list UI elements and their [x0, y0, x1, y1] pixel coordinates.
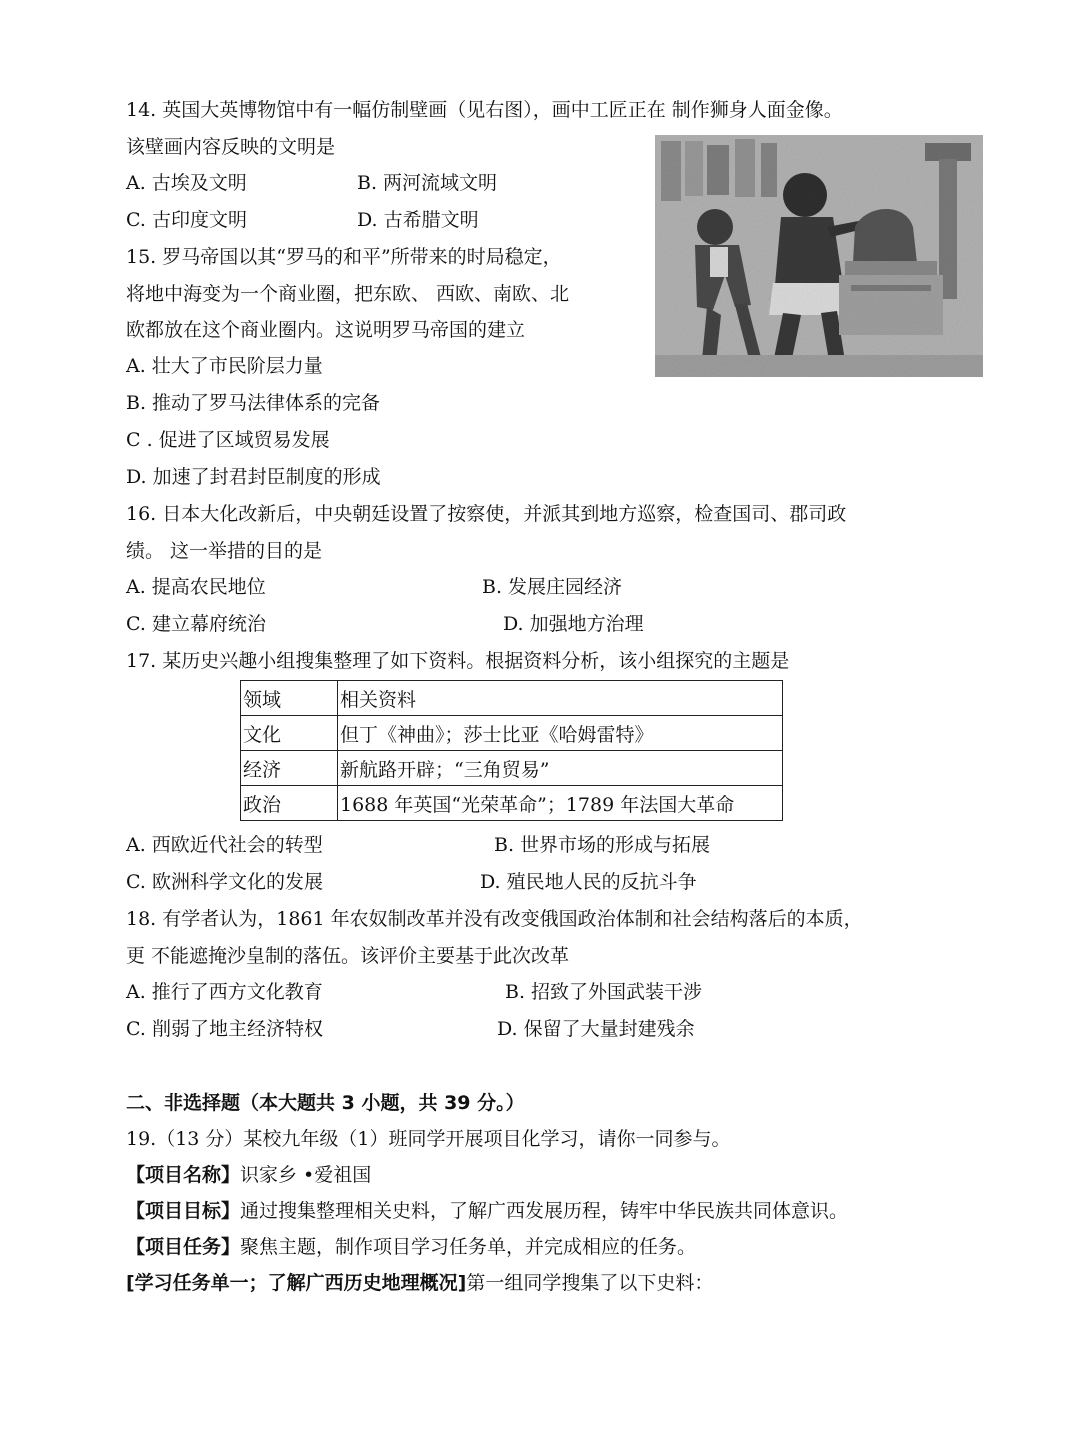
q15-option-b: B. 推动了罗马法律体系的完备: [126, 392, 381, 414]
q17-stem: 17. 某历史兴趣小组搜集整理了如下资料。根据资料分析，该小组探究的主题是: [126, 650, 790, 672]
table-cell: 新航路开辟；“三角贸易”: [338, 751, 783, 786]
table-cell: 但丁《神曲》；莎士比亚《哈姆雷特》: [338, 716, 783, 751]
q19-project-name: [126, 1161, 371, 1189]
q18-stem-line-1: 18. 有学者认为，1861 年农奴制改革并没有改变俄国政治体制和社会结构落后的本质，: [126, 908, 863, 930]
project-name-value: 识家乡 •爱祖国: [240, 1164, 372, 1186]
table-row: [241, 751, 783, 786]
q16-stem-line-2: 绩。 这一举措的目的是: [126, 540, 323, 562]
q17-option-d: D. 殖民地人民的反抗斗争: [480, 871, 697, 893]
table-cell: 领域: [241, 681, 338, 716]
q17-option-a: A. 西欧近代社会的转型: [126, 834, 323, 856]
q18-option-b: B. 招致了外国武装干涉: [505, 981, 703, 1003]
table-row: [241, 716, 783, 751]
q14-stem-line-1: 14. 英国大英博物馆中有一幅仿制壁画（见右图），画中工匠正在 制作狮身人面金像。: [126, 99, 843, 121]
q18-option-a: A. 推行了西方文化教育: [126, 981, 323, 1003]
q15-option-c: C . 促进了区域贸易发展: [126, 429, 330, 451]
table-cell: 政治: [241, 786, 338, 821]
q16-option-b: B. 发展庄园经济: [482, 576, 623, 598]
table-row: [241, 681, 783, 716]
q18-option-d: D. 保留了大量封建残余: [497, 1018, 695, 1040]
table-cell: 相关资料: [338, 681, 783, 716]
q17-option-b: B. 世界市场的形成与拓展: [494, 834, 711, 856]
q18-stem-line-2: 更 不能遮掩沙皇制的落伍。该评价主要基于此次改革: [126, 945, 570, 967]
q18-option-c: C. 削弱了地主经济特权: [126, 1018, 323, 1040]
project-task-label: 【项目任务】: [126, 1236, 241, 1258]
table-cell: 经济: [241, 751, 338, 786]
project-goal-value: 通过搜集整理相关史料，了解广西发展历程，铸牢中华民族共同体意识。: [240, 1200, 849, 1222]
section-heading: 二、非选择题（本大题共 3 小题，共 39 分。）: [126, 1092, 525, 1114]
q17-option-c: C. 欧洲科学文化的发展: [126, 871, 323, 893]
q15-stem-line-2: 将地中海变为一个商业圈，把东欧、 西欧、南欧、北: [126, 283, 570, 305]
table-cell: 文化: [241, 716, 338, 751]
q19-stem: 19.（13 分）某校九年级（1）班同学开展项目化学习，请你一同参与。: [126, 1128, 731, 1150]
q14-option-c: C. 古印度文明: [126, 209, 247, 231]
q14-option-d: D. 古希腊文明: [357, 209, 479, 231]
q16-option-c: C. 建立幕府统治: [126, 613, 266, 635]
q14-stem-line-2: 该壁画内容反映的文明是: [126, 136, 336, 158]
q16-stem-line-1: 16. 日本大化改新后，中央朝廷设置了按察使，并派其到地方巡察，检查国司、郡司政: [126, 503, 847, 525]
task-sheet-label: [学习任务单一；了解广西历史地理概况]: [126, 1272, 467, 1294]
table-cell: 1688 年英国“光荣革命”；1789 年法国大革命: [338, 786, 783, 821]
egyptian-fresco-image: [655, 135, 983, 377]
project-name-label: 【项目名称】: [126, 1164, 241, 1186]
q17-material-table: [240, 680, 783, 821]
project-task-value: 聚焦主题，制作项目学习任务单，并完成相应的任务。: [240, 1236, 697, 1258]
q19-project-goal: [126, 1197, 848, 1225]
project-goal-label: 【项目目标】: [126, 1200, 241, 1222]
q19-project-task: [126, 1233, 696, 1261]
q15-option-a: A. 壮大了市民阶层力量: [126, 355, 323, 377]
q15-stem-line-3: 欧都放在这个商业圈内。这说明罗马帝国的建立: [126, 319, 526, 341]
q16-option-d: D. 加强地方治理: [503, 613, 644, 635]
q16-option-a: A. 提高农民地位: [126, 576, 266, 598]
q14-option-b: B. 两河流域文明: [357, 172, 498, 194]
table-row: [241, 786, 783, 821]
task-sheet-value: 第一组同学搜集了以下史料：: [466, 1272, 714, 1294]
q19-task-sheet-1: [126, 1269, 713, 1297]
q14-option-a: A. 古埃及文明: [126, 172, 247, 194]
q15-option-d: D. 加速了封君封臣制度的形成: [126, 466, 381, 488]
q15-stem-line-1: 15. 罗马帝国以其“罗马的和平”所带来的时局稳定，: [126, 246, 562, 268]
